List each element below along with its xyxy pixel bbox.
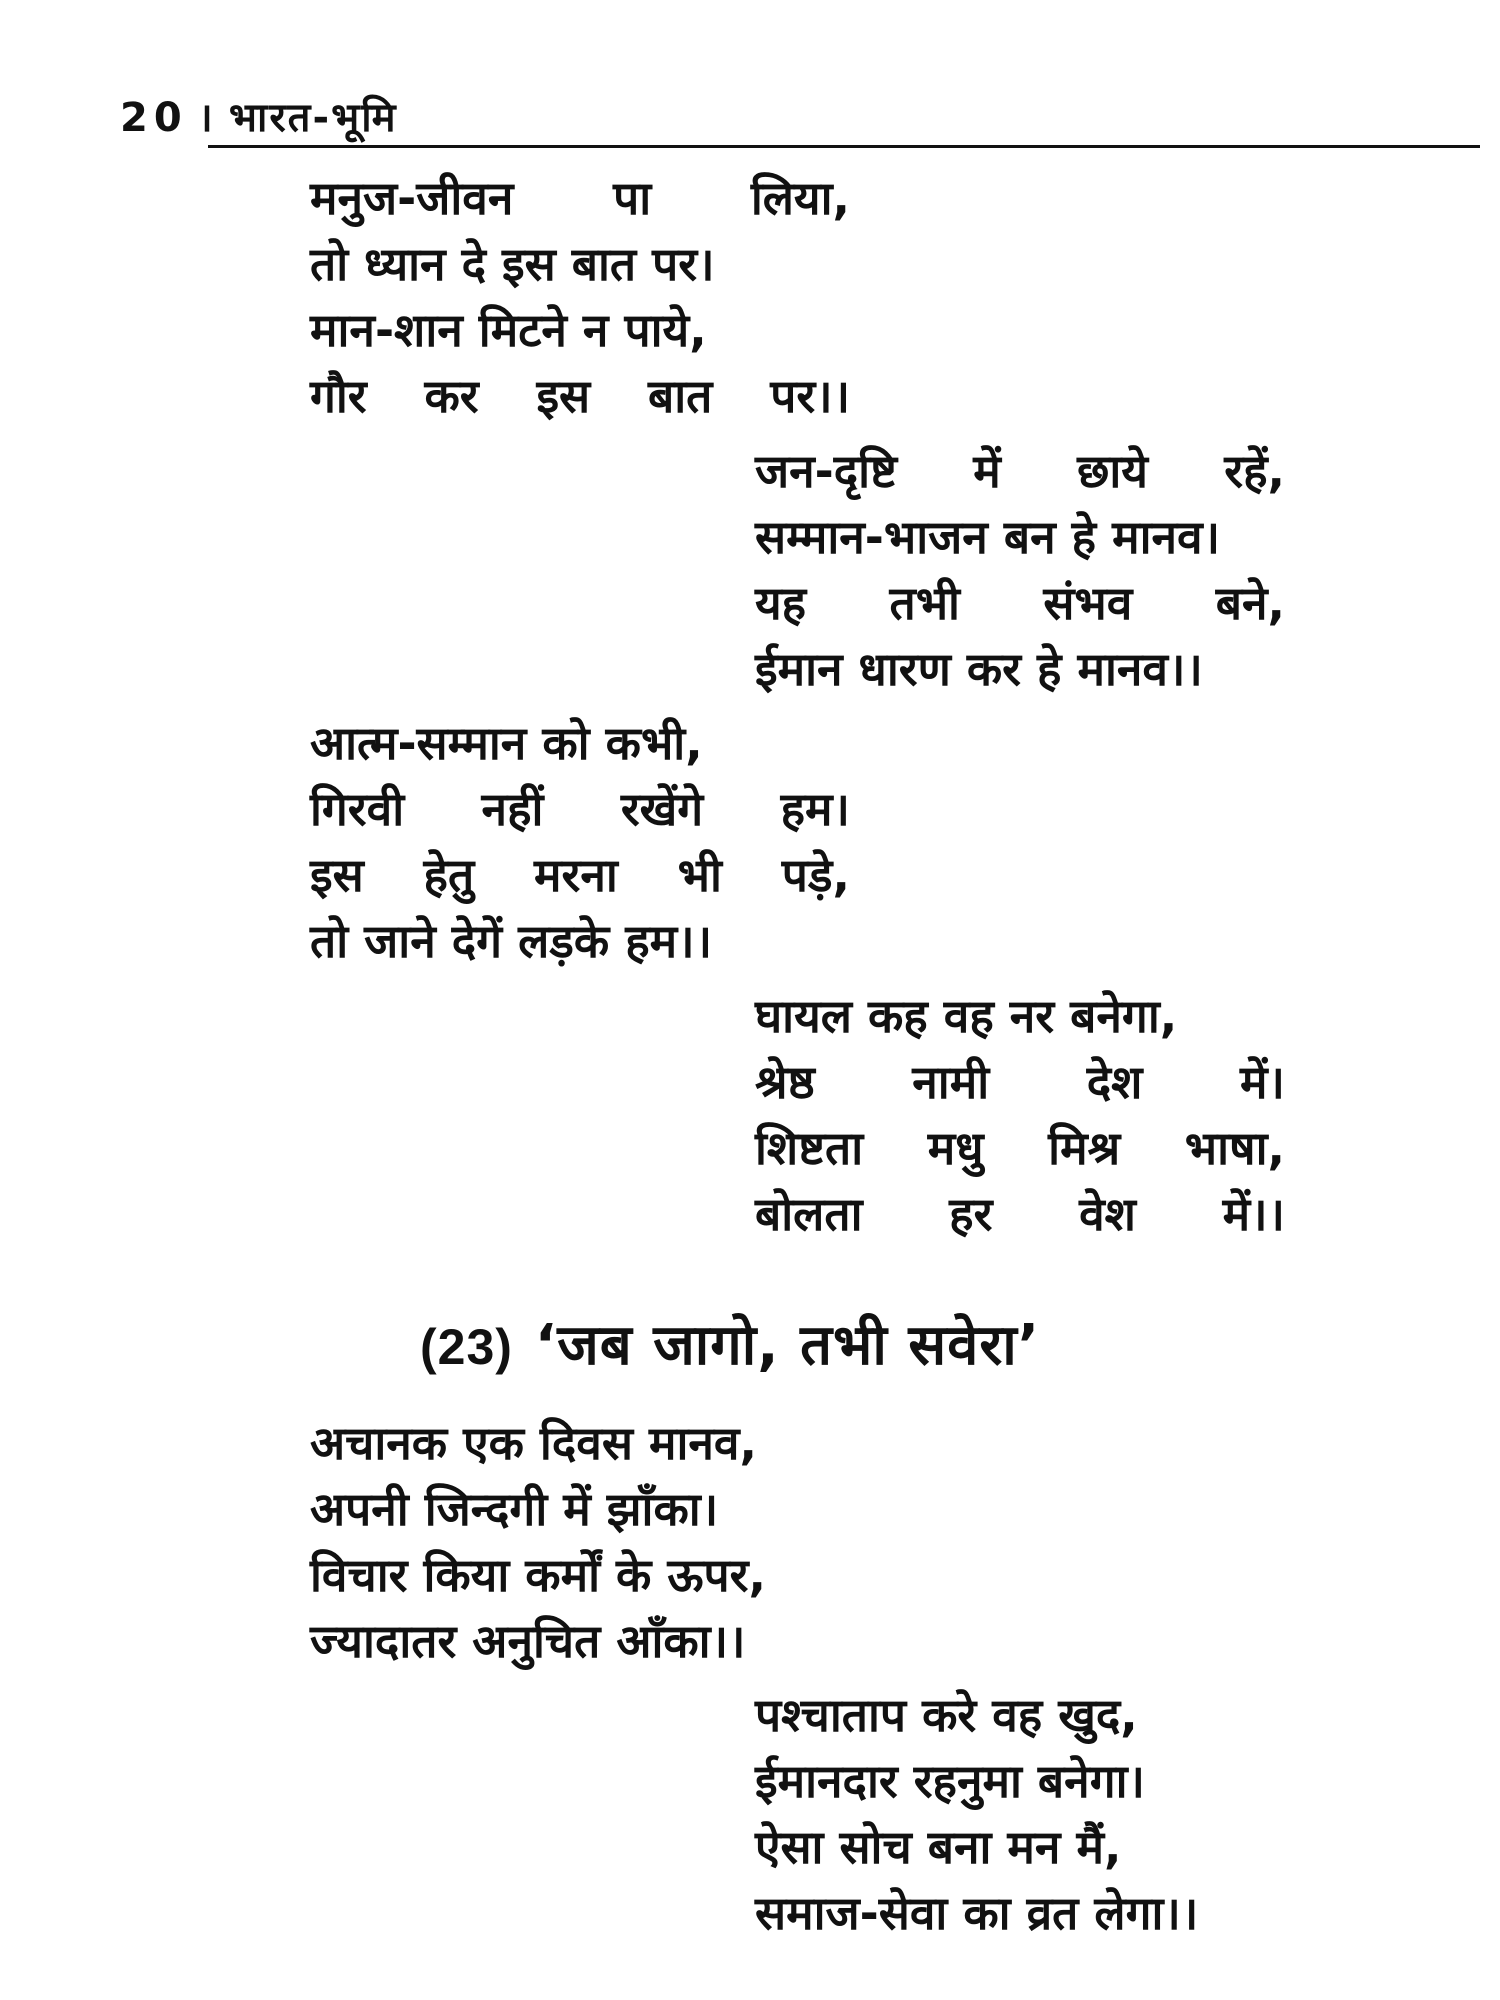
poem-number: (23) xyxy=(420,1319,513,1375)
verse-line: इस हेतु मरना भी पड़े, xyxy=(310,848,850,902)
verse-line: ईमानदार रहनुमा बनेगा। xyxy=(755,1754,1145,1808)
verse-line: ऐसा सोच बना मन मैं, xyxy=(755,1820,1122,1874)
verse-line: ईमान धारण कर हे मानव।। xyxy=(755,642,1203,696)
book-title: भारत-भूमि xyxy=(228,95,398,141)
poem-stanza-2 xyxy=(755,1682,1285,1946)
page-number: 20 xyxy=(120,95,188,141)
verse-line: ज्यादातर अनुचित आँका।। xyxy=(310,1614,746,1668)
stanza-2 xyxy=(755,438,1285,702)
poem-stanza-1 xyxy=(310,1410,850,1674)
poem-title-text: ‘जब जागो, तभी सवेरा’ xyxy=(534,1313,1041,1378)
verse-line: शिष्टता मधु मिश्र भाषा, xyxy=(755,1121,1285,1175)
stanza-1 xyxy=(310,165,850,429)
verse-line: अपनी जिन्दगी में झाँका। xyxy=(310,1482,719,1536)
verse-line: श्रेष्ठ नामी देश में। xyxy=(755,1055,1285,1109)
verse-line: पश्चाताप करे वह खुद, xyxy=(755,1688,1138,1742)
verse-line: गौर कर इस बात पर।। xyxy=(310,369,850,423)
verse-line: जन-दृष्टि में छाये रहें, xyxy=(755,444,1285,498)
verse-line: तो जाने देगें लड़के हम।। xyxy=(310,914,713,968)
verse-line: विचार किया कर्मों के ऊपर, xyxy=(310,1548,766,1602)
poem-title xyxy=(420,1305,1040,1381)
header-rule xyxy=(208,145,1480,148)
verse-line: समाज-सेवा का व्रत लेगा।। xyxy=(755,1886,1199,1940)
stanza-3 xyxy=(310,710,850,974)
verse-line: गिरवी नहीं रखेंगे हम। xyxy=(310,782,850,836)
verse-line: बोलता हर वेश में।। xyxy=(755,1187,1285,1241)
verse-line: आत्म-सम्मान को कभी, xyxy=(310,716,703,770)
verse-line: घायल कह वह नर बनेगा, xyxy=(755,989,1178,1043)
verse-line: अचानक एक दिवस मानव, xyxy=(310,1416,757,1470)
stanza-4 xyxy=(755,983,1285,1247)
page-header xyxy=(120,88,398,143)
verse-line: यह तभी संभव बने, xyxy=(755,576,1285,630)
verse-line: तो ध्यान दे इस बात पर। xyxy=(310,237,715,291)
verse-line: मनुज-जीवन पा लिया, xyxy=(310,171,850,225)
verse-line: मान-शान मिटने न पाये, xyxy=(310,303,707,357)
verse-line: सम्मान-भाजन बन हे मानव। xyxy=(755,510,1221,564)
header-separator: । xyxy=(197,95,215,141)
